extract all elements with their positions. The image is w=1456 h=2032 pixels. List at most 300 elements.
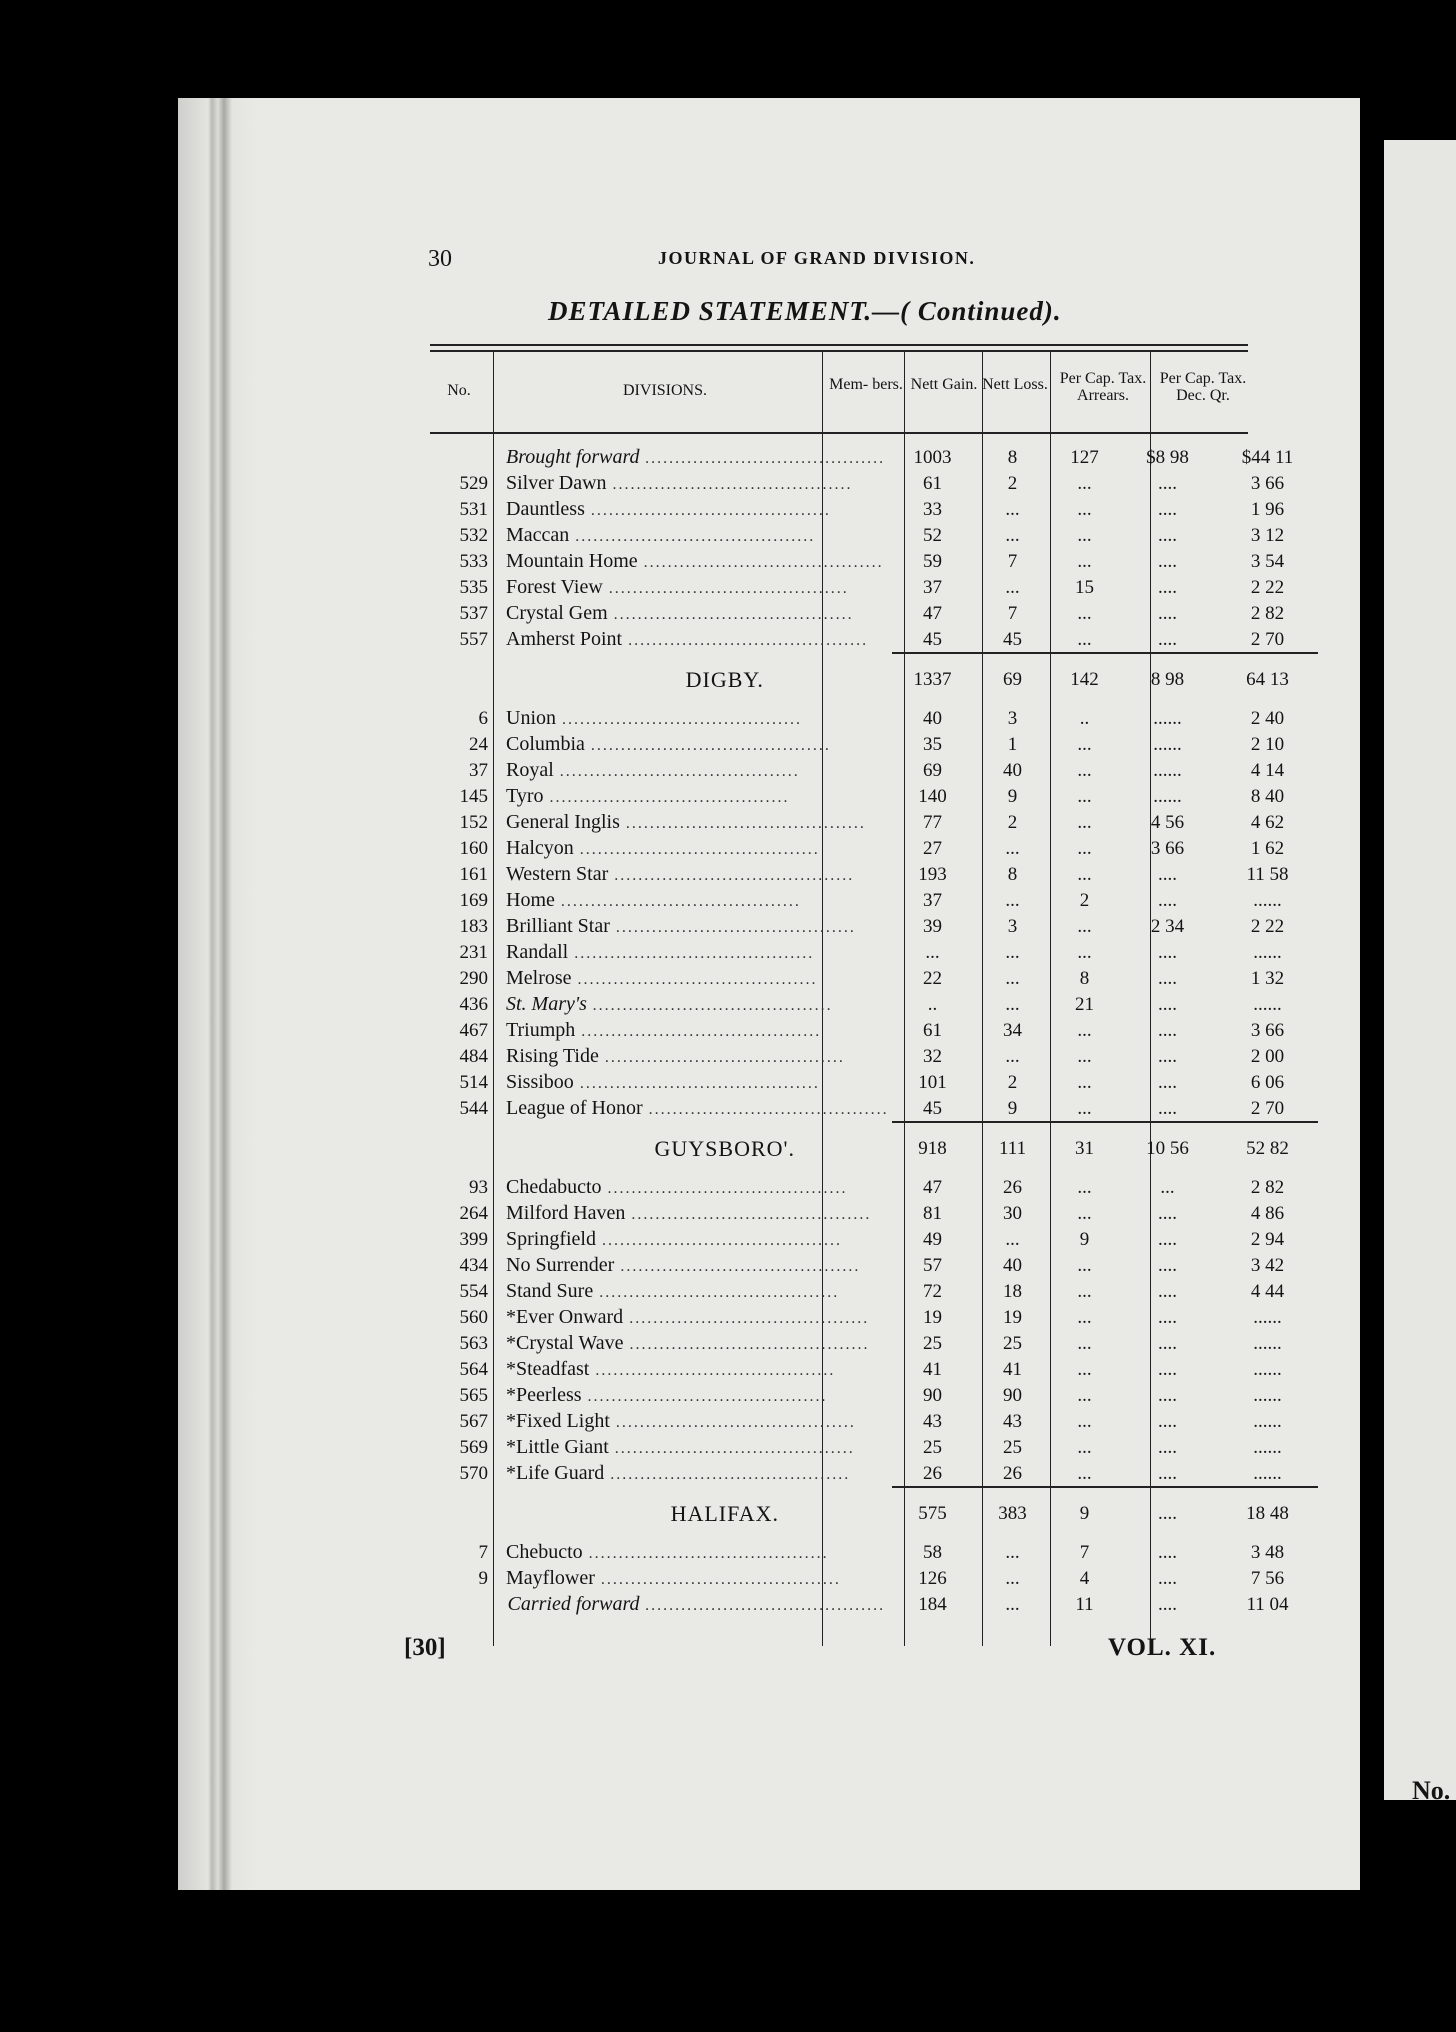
table-row (430, 1227, 1318, 1253)
carry-row (430, 1592, 1318, 1618)
nett-gain-cell: 45 (1003, 628, 1023, 650)
section-name: DIGBY. (685, 666, 764, 692)
nett-loss-cell: ... (1077, 1437, 1092, 1458)
division-name: No Surrender ........................................ (506, 1254, 861, 1276)
division-number: 434 (459, 1255, 488, 1276)
arrears-cell: .... (1158, 994, 1178, 1015)
table-row (430, 992, 1318, 1018)
footer-volume: VOL. XI. (1108, 1634, 1217, 1661)
col-dec-qr: Per Cap. Tax. Dec. Qr. (1159, 370, 1247, 404)
nett-loss-cell: ... (1077, 1020, 1092, 1041)
dec-qr-cell: ...... (1253, 1411, 1282, 1432)
table-row (430, 914, 1318, 940)
division-number (430, 445, 498, 471)
arrears-cell: 4 56 (1150, 812, 1185, 833)
nett-loss-cell: 15 (1075, 577, 1095, 598)
nett-gain-cell: 43 (1003, 1411, 1023, 1432)
division-name: Brilliant Star ........................................ (506, 915, 856, 937)
dot-leader: ........................................ (642, 1101, 889, 1118)
table-row (430, 888, 1318, 914)
division-name: Dauntless ........................................ (506, 498, 831, 520)
division-name: Chebucto ........................................ (506, 1541, 829, 1563)
dec-qr-cell: 3 48 (1250, 1542, 1285, 1563)
dot-leader: ........................................ (637, 554, 884, 571)
dec-qr-cell: 2 40 (1250, 708, 1285, 729)
dec-qr-cell: 7 56 (1250, 1568, 1285, 1589)
dec-qr-cell: ...... (1253, 1462, 1282, 1484)
division-number: 537 (459, 603, 488, 624)
arrears-cell: .... (1158, 1020, 1178, 1041)
nett-gain-cell: ... (1005, 1229, 1020, 1250)
division-number: 514 (459, 1072, 488, 1093)
division-number: 529 (459, 473, 488, 494)
arrears-cell: .... (1158, 1437, 1178, 1458)
col-nett-gain: Nett Gain. (910, 376, 978, 393)
nett-gain-cell: ... (1005, 1046, 1020, 1067)
members-cell: ... (925, 942, 940, 963)
table-row (430, 1540, 1318, 1566)
members-cell: 37 (923, 577, 943, 598)
arrears-cell: .... (1158, 1072, 1178, 1093)
members-cell: 72 (923, 1281, 943, 1302)
col-members: Mem- bers. (829, 376, 903, 393)
table-row (430, 1435, 1318, 1461)
col-nett-loss: Nett Loss. (982, 376, 1048, 393)
dec-qr-cell: 1 62 (1250, 838, 1285, 859)
nett-loss-cell: ... (1077, 734, 1092, 755)
members-cell: 575 (892, 1487, 974, 1540)
division-number: 532 (459, 525, 488, 546)
dot-leader: ........................................ (584, 737, 831, 754)
nett-gain-cell: ... (1005, 890, 1020, 911)
header-rule (430, 344, 1248, 346)
arrears-cell: .... (1158, 499, 1178, 520)
dec-qr-cell: 64 13 (1218, 653, 1318, 706)
arrears-cell: .... (1158, 890, 1178, 911)
division-name: Maccan ........................................ (506, 524, 816, 546)
dec-qr-cell: 1 32 (1250, 968, 1285, 989)
table-row (430, 810, 1318, 836)
nett-gain-cell: 40 (1003, 1255, 1023, 1276)
division-name: General Inglis ........................................ (506, 811, 866, 833)
nett-gain-cell: ... (1005, 1594, 1020, 1615)
dec-qr-cell: 2 70 (1250, 628, 1285, 650)
nett-gain-cell: 34 (1003, 1020, 1023, 1041)
dot-leader: ........................................ (573, 1075, 820, 1092)
dec-qr-cell: 2 00 (1250, 1046, 1285, 1067)
nett-loss-cell: ... (1077, 1333, 1092, 1354)
division-number: 535 (459, 577, 488, 598)
members-cell: 45 (923, 1097, 943, 1119)
division-name: Royal ........................................ (506, 759, 800, 781)
column-header-rule (430, 432, 1248, 434)
nett-loss-cell: ... (1077, 812, 1092, 833)
members-cell: 140 (918, 786, 947, 807)
dot-leader: ........................................ (589, 1362, 836, 1379)
division-number (430, 1487, 498, 1540)
nett-gain-cell: ... (1005, 968, 1020, 989)
division-number: 563 (459, 1333, 488, 1354)
division-number: 183 (459, 916, 488, 937)
nett-gain-cell: 3 (1007, 708, 1018, 729)
table-row (430, 575, 1318, 601)
division-name: League of Honor ........................................ (506, 1097, 889, 1119)
table-row (430, 1201, 1318, 1227)
division-number (430, 1592, 498, 1618)
nett-loss-cell: ... (1077, 1462, 1092, 1484)
nett-gain-cell: 90 (1003, 1385, 1023, 1406)
nett-gain-cell: 26 (1003, 1177, 1023, 1198)
nett-gain-cell: ... (1005, 577, 1020, 598)
table-row (430, 549, 1318, 575)
division-name: Sissiboo ........................................ (506, 1071, 820, 1093)
arrears-cell: .... (1158, 968, 1178, 989)
dot-leader: ........................................ (625, 1206, 872, 1223)
nett-gain-cell: 41 (1003, 1359, 1023, 1380)
section-total-row (430, 1122, 1318, 1175)
dec-qr-cell: ...... (1253, 890, 1282, 911)
division-number: 569 (459, 1437, 488, 1458)
division-name: Springfield ........................................ (506, 1228, 842, 1250)
division-number (430, 1122, 498, 1175)
table-row (430, 940, 1318, 966)
members-cell: 61 (923, 473, 943, 494)
members-cell: 32 (923, 1046, 943, 1067)
section-title: DETAILED STATEMENT.—( Continued). (548, 296, 1062, 326)
nett-loss-cell: ... (1077, 1203, 1092, 1224)
nett-loss-cell: ... (1077, 473, 1092, 494)
carry-row (430, 445, 1318, 471)
division-name: *Peerless ........................................ (506, 1384, 828, 1406)
dec-qr-cell: ...... (1253, 1437, 1282, 1458)
dec-qr-cell: 2 70 (1250, 1097, 1285, 1119)
division-name: Stand Sure ........................................ (506, 1280, 840, 1302)
dot-leader: ........................................ (609, 1414, 856, 1431)
section-name: GUYSBORO'. (654, 1135, 796, 1161)
nett-gain-cell: ... (1005, 525, 1020, 546)
nett-loss-cell: ... (1077, 1281, 1092, 1302)
division-name: *Fixed Light ........................................ (506, 1410, 856, 1432)
arrears-cell: .... (1158, 473, 1178, 494)
division-number: 93 (469, 1177, 488, 1198)
members-cell: 81 (923, 1203, 943, 1224)
arrears-cell: .... (1158, 603, 1178, 624)
table-row (430, 784, 1318, 810)
arrears-cell: .... (1158, 1229, 1178, 1250)
dec-qr-cell: 4 62 (1250, 812, 1285, 833)
dot-leader: ........................................ (594, 1571, 841, 1588)
page-number: 30 (428, 246, 452, 272)
dec-qr-cell: ...... (1253, 1333, 1282, 1354)
arrears-cell: .... (1158, 1255, 1178, 1276)
division-number: 264 (459, 1203, 488, 1224)
division-name: Halcyon ........................................ (506, 837, 820, 859)
nett-loss-cell: 31 (1052, 1122, 1118, 1175)
dec-qr-cell: 3 54 (1250, 551, 1285, 572)
dec-qr-cell: 6 06 (1250, 1072, 1285, 1093)
members-cell: 57 (923, 1255, 943, 1276)
dec-qr-cell: ...... (1253, 994, 1282, 1015)
dot-leader: ........................................ (622, 632, 869, 649)
arrears-cell: .... (1158, 1568, 1178, 1589)
table-row (430, 862, 1318, 888)
dot-leader: ........................................ (568, 945, 815, 962)
nett-loss-cell: ... (1077, 786, 1092, 807)
nett-loss-cell: 127 (1070, 447, 1099, 468)
members-cell: 59 (923, 551, 943, 572)
division-number: 161 (459, 864, 488, 885)
members-cell: 193 (918, 864, 947, 885)
nett-loss-cell: ... (1077, 760, 1092, 781)
division-number: 231 (459, 942, 488, 963)
nett-gain-cell: 30 (1003, 1203, 1023, 1224)
arrears-cell: .... (1158, 1462, 1178, 1484)
table-row (430, 497, 1318, 523)
dot-leader: ........................................ (602, 580, 849, 597)
arrears-cell: .... (1158, 525, 1178, 546)
table-row (430, 1357, 1318, 1383)
division-number: 557 (459, 629, 488, 650)
members-cell: 27 (923, 838, 943, 859)
arrears-cell: .... (1158, 1542, 1178, 1563)
division-number: 24 (469, 734, 488, 755)
nett-loss-cell: 2 (1079, 890, 1090, 911)
dot-leader: ........................................ (601, 1180, 848, 1197)
nett-loss-cell: ... (1077, 1411, 1092, 1432)
division-number: 6 (478, 708, 488, 729)
nett-gain-cell: 3 (1007, 916, 1018, 937)
division-number: 37 (469, 760, 488, 781)
division-number (430, 653, 498, 706)
nett-gain-cell: 7 (1007, 551, 1018, 572)
dec-qr-cell: ...... (1253, 942, 1282, 963)
division-name: Mountain Home ........................................ (506, 550, 884, 572)
members-cell: 41 (923, 1359, 943, 1380)
nett-loss-cell: 142 (1052, 653, 1118, 706)
nett-loss-cell: .. (1079, 708, 1090, 729)
dot-leader: ........................................ (553, 763, 800, 780)
dot-leader: ........................................ (623, 1310, 870, 1327)
arrears-cell: 8 98 (1118, 653, 1218, 706)
arrears-cell: ...... (1153, 760, 1182, 781)
members-cell: 58 (923, 1542, 943, 1563)
members-cell: 47 (923, 603, 943, 624)
footer-page-ref: [30] (404, 1634, 446, 1661)
dot-leader: ........................................ (569, 528, 816, 545)
nett-loss-cell: 7 (1079, 1542, 1090, 1563)
members-cell: 49 (923, 1229, 943, 1250)
division-number: 531 (459, 499, 488, 520)
dec-qr-cell: 2 22 (1250, 577, 1285, 598)
dot-leader: ........................................ (609, 919, 856, 936)
nett-gain-cell: ... (1005, 1542, 1020, 1563)
dot-leader: ........................................ (614, 1258, 861, 1275)
dec-qr-cell: 11 58 (1246, 864, 1289, 885)
division-number: 570 (459, 1463, 488, 1484)
members-cell: 33 (923, 499, 943, 520)
division-name: Brought forward ........................................ (506, 446, 886, 468)
arrears-cell: .... (1158, 1307, 1178, 1328)
page-header (428, 246, 1248, 276)
members-cell: 184 (918, 1594, 947, 1615)
nett-loss-cell: ... (1077, 603, 1092, 624)
members-cell: 47 (923, 1177, 943, 1198)
dot-leader: ........................................ (554, 893, 801, 910)
nett-loss-cell: ... (1077, 551, 1092, 572)
members-cell: 39 (923, 916, 943, 937)
dec-qr-cell: 4 14 (1250, 760, 1285, 781)
arrears-cell: .... (1158, 1411, 1178, 1432)
division-name: *Ever Onward ........................................ (506, 1306, 870, 1328)
nett-loss-cell: ... (1077, 916, 1092, 937)
dec-qr-cell: 3 42 (1250, 1255, 1285, 1276)
dot-leader: ........................................ (575, 1023, 822, 1040)
dec-qr-cell: 2 82 (1250, 1177, 1285, 1198)
nett-gain-cell: 25 (1003, 1333, 1023, 1354)
nett-gain-cell: 8 (1007, 447, 1018, 468)
book-binding-edge (178, 98, 258, 1890)
members-cell: 918 (892, 1122, 974, 1175)
dot-leader: ........................................ (639, 450, 886, 467)
division-name: *Steadfast ........................................ (506, 1358, 836, 1380)
dot-leader: ........................................ (598, 1049, 845, 1066)
dot-leader: ........................................ (606, 476, 853, 493)
table-row (430, 471, 1318, 497)
arrears-cell: .... (1158, 1333, 1178, 1354)
members-cell: 35 (923, 734, 943, 755)
members-cell: 25 (923, 1437, 943, 1458)
nett-loss-cell: ... (1077, 525, 1092, 546)
division-name: Melrose ........................................ (506, 967, 818, 989)
table-row (430, 1253, 1318, 1279)
division-name: Forest View ........................................ (506, 576, 849, 598)
members-cell: 40 (923, 708, 943, 729)
nett-gain-cell: 7 (1007, 603, 1018, 624)
division-number: 160 (459, 838, 488, 859)
arrears-cell: .... (1158, 1359, 1178, 1380)
nett-loss-cell: 8 (1079, 968, 1090, 989)
division-name: *Life Guard ........................................ (506, 1462, 851, 1484)
section-total-row (430, 1487, 1318, 1540)
dec-qr-cell: 1 96 (1250, 499, 1285, 520)
division-number: 290 (459, 968, 488, 989)
arrears-cell: .... (1158, 1281, 1178, 1302)
dec-qr-cell: 2 10 (1250, 734, 1285, 755)
members-cell: 1003 (913, 447, 952, 468)
arrears-cell: ...... (1153, 786, 1182, 807)
dec-qr-cell: ...... (1253, 1385, 1282, 1406)
dec-qr-cell: ...... (1253, 1359, 1282, 1380)
arrears-cell: .... (1158, 864, 1178, 885)
members-cell: 69 (923, 760, 943, 781)
nett-gain-cell: 111 (974, 1122, 1052, 1175)
adjacent-page-fragment (1384, 140, 1456, 1805)
dec-qr-cell: $44 11 (1241, 447, 1294, 468)
table-row (430, 732, 1318, 758)
division-number: 436 (459, 994, 488, 1015)
division-number: 533 (459, 551, 488, 572)
dec-qr-cell: ...... (1253, 1307, 1282, 1328)
dot-leader: ........................................ (607, 606, 854, 623)
dot-leader: ........................................ (639, 1597, 886, 1614)
arrears-cell: 3 66 (1150, 838, 1185, 859)
nett-gain-cell: 18 (1003, 1281, 1023, 1302)
division-number: 484 (459, 1046, 488, 1067)
nett-loss-cell: ... (1077, 942, 1092, 963)
arrears-cell: .... (1158, 1203, 1178, 1224)
nett-gain-cell: 9 (1007, 786, 1018, 807)
arrears-cell: .... (1158, 1594, 1178, 1615)
dec-qr-cell: 4 86 (1250, 1203, 1285, 1224)
division-number: 560 (459, 1307, 488, 1328)
table-row (430, 1018, 1318, 1044)
division-number: 544 (459, 1098, 488, 1119)
dec-qr-cell: 2 82 (1250, 603, 1285, 624)
nett-loss-cell: ... (1077, 1359, 1092, 1380)
detailed-statement-table (430, 445, 1318, 1618)
members-cell: 1337 (892, 653, 974, 706)
division-name: Home ........................................ (506, 889, 801, 911)
col-divisions: DIVISIONS. (623, 382, 707, 399)
nett-loss-cell: ... (1077, 1072, 1092, 1093)
dot-leader: ........................................ (571, 971, 818, 988)
arrears-cell: .... (1118, 1487, 1218, 1540)
dot-leader: ........................................ (543, 789, 790, 806)
dot-leader: ........................................ (584, 502, 831, 519)
arrears-cell: .... (1158, 1385, 1178, 1406)
division-number: 554 (459, 1281, 488, 1302)
header-rule-2 (430, 350, 1248, 352)
members-cell: 101 (918, 1072, 947, 1093)
nett-gain-cell: ... (1005, 942, 1020, 963)
table-row (430, 601, 1318, 627)
dec-qr-cell: 18 48 (1218, 1487, 1318, 1540)
nett-gain-cell: ... (1005, 838, 1020, 859)
dec-qr-cell: 52 82 (1218, 1122, 1318, 1175)
members-cell: 126 (918, 1568, 947, 1589)
nett-gain-cell: 2 (1007, 473, 1018, 494)
dot-leader: ........................................ (581, 1388, 828, 1405)
division-number: 399 (459, 1229, 488, 1250)
nett-loss-cell: 4 (1079, 1568, 1090, 1589)
division-number: 169 (459, 890, 488, 911)
dot-leader: ........................................ (573, 841, 820, 858)
next-page-label: No. (1412, 1776, 1451, 1805)
nett-loss-cell: ... (1077, 1097, 1092, 1119)
nett-loss-cell: ... (1077, 1307, 1092, 1328)
division-number: 9 (478, 1568, 488, 1589)
division-name: Triumph ........................................ (506, 1019, 822, 1041)
dec-qr-cell: 8 40 (1250, 786, 1285, 807)
nett-gain-cell: 8 (1007, 864, 1018, 885)
division-name: Amherst Point ........................................ (506, 628, 869, 650)
nett-gain-cell: 19 (1003, 1307, 1023, 1328)
arrears-cell: .... (1158, 1046, 1178, 1067)
nett-gain-cell: 1 (1007, 734, 1018, 755)
division-name: Tyro ........................................ (506, 785, 790, 807)
members-cell: 19 (923, 1307, 943, 1328)
division-number: 7 (478, 1542, 488, 1563)
dec-qr-cell: 2 22 (1250, 916, 1285, 937)
table-row (430, 1409, 1318, 1435)
nett-loss-cell: ... (1077, 1177, 1092, 1198)
table-row (430, 1175, 1318, 1201)
members-cell: 43 (923, 1411, 943, 1432)
division-name: St. Mary's ........................................ (506, 993, 833, 1015)
members-cell: 22 (923, 968, 943, 989)
members-cell: 52 (923, 525, 943, 546)
section-total-row (430, 653, 1318, 706)
